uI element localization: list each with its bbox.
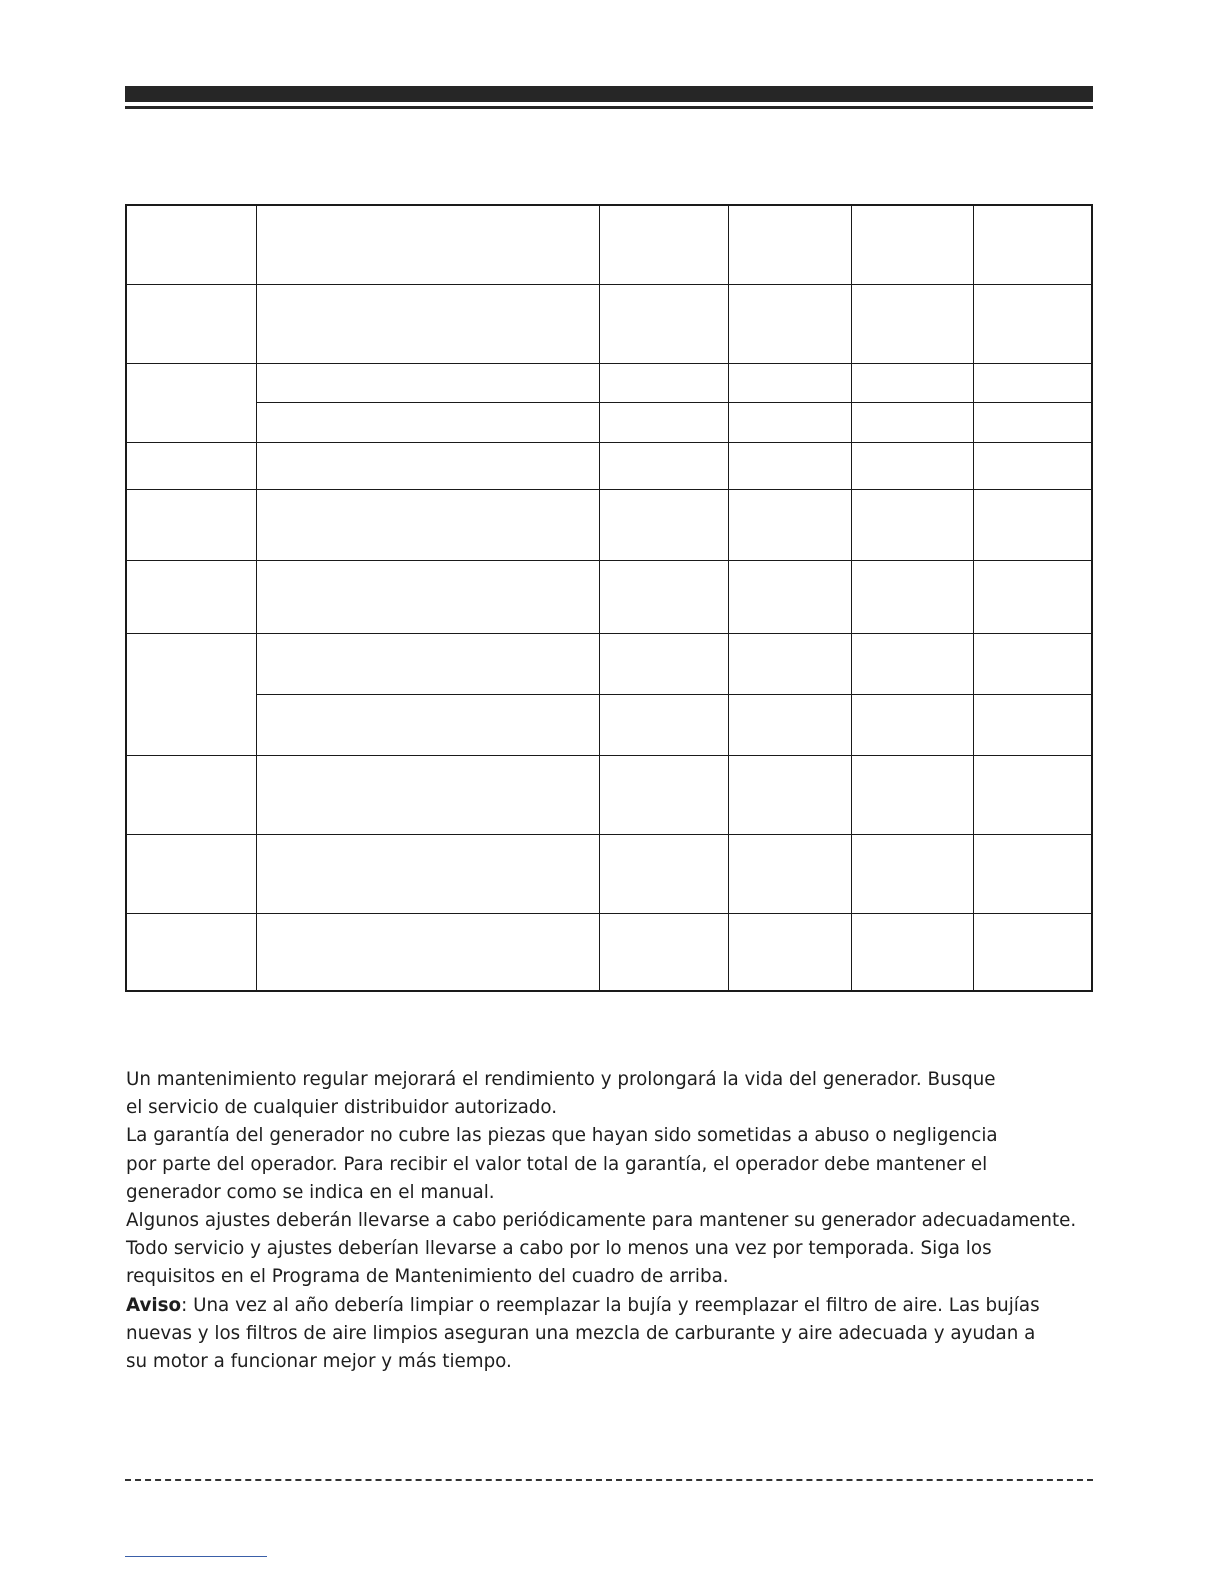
text-line: nuevas y los filtros de aire limpios aseguran una mezcla de carburante y aire adecuada y ayudan a [126,1322,1036,1344]
text-line: requisitos en el Programa de Mantenimiento del cuadro de arriba. [126,1266,729,1288]
table-column-divider [851,206,852,992]
table-row-divider [127,755,1093,756]
notice-text: : Una vez al año debería limpiar o reemplazar la bujía y reemplazar el filtro de aire. Las bujías [181,1294,1040,1316]
table-row-divider [127,633,1093,634]
maintenance-schedule-table [125,204,1093,992]
notice-line [126,1292,1101,1320]
text-line: su motor a funcionar mejor y más tiempo. [126,1351,512,1373]
text-line: La garantía del generador no cubre las piezas que hayan sido sometidas a abuso o negligencia [126,1125,998,1147]
header-bar-thick [125,86,1093,102]
table-row-divider [127,560,1093,561]
table-row-divider [256,694,1093,695]
footer-dashed-rule [125,1479,1093,1481]
table-column-divider [256,206,257,992]
table-column-divider [728,206,729,992]
table-row-divider [127,489,1093,490]
notice-label: Aviso [126,1294,182,1316]
maintenance-notes [126,1066,1101,1376]
table-row-divider [127,363,1093,364]
text-line: Todo servicio y ajustes deberían llevarse a cabo por lo menos una vez por temporada. Siga los [126,1238,992,1260]
text-line: Algunos ajustes deberán llevarse a cabo periódicamente para mantener su generador adecuadamente. [126,1210,1077,1232]
text-line: por parte del operador. Para recibir el valor total de la garantía, el operador debe mantener el [126,1153,988,1175]
table-column-divider [973,206,974,992]
text-line: el servicio de cualquier distribuidor autorizado. [126,1097,558,1119]
table-row-divider [127,284,1093,285]
table-row-divider [256,402,1093,403]
table-row-divider [127,913,1093,914]
header-bar-thin [125,106,1093,109]
table-row-divider [127,834,1093,835]
text-line: generador como se indica en el manual. [126,1181,495,1203]
text-line: Un mantenimiento regular mejorará el rendimiento y prolongará la vida del generador. Busque [126,1069,996,1090]
table-row-divider [127,442,1093,443]
table-column-divider [599,206,600,992]
footer-underline [125,1556,267,1557]
